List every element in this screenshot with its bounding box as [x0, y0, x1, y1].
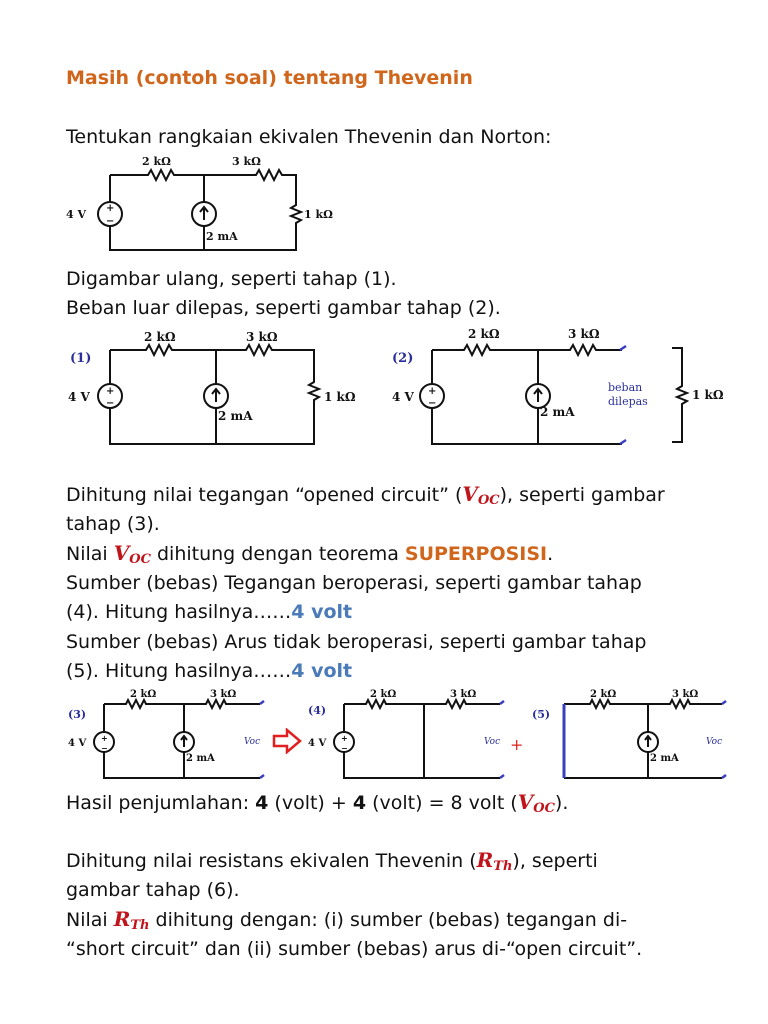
rth-line-1: Dihitung nilai resistans ekivalen Thevenin $(R_{Th})$, seperti: [66, 848, 598, 874]
v-minus: −: [106, 216, 115, 227]
label-r1: 2 kΩ: [370, 689, 397, 700]
step-5-label: (5): [532, 708, 551, 721]
rth-symbol: $R_{Th}$: [476, 848, 513, 874]
result-4-volt: 4 volt: [291, 660, 353, 682]
src-current-line-2: (5). Hitung hasilnya……4 volt: [66, 660, 353, 682]
label-isrc: 2 mA: [540, 405, 575, 419]
label-r1: 2 kΩ: [130, 689, 157, 700]
intro-text: Tentukan rangkaian ekivalen Thevenin dan Norton:: [66, 126, 552, 148]
label-r1: 2 kΩ: [590, 689, 617, 700]
label-rload: 1 kΩ: [324, 390, 356, 404]
label-r2: 3 kΩ: [450, 689, 477, 700]
v-plus: +: [101, 733, 108, 743]
src-voltage-line-2: (4). Hitung hasilnya……4 volt: [66, 601, 353, 623]
redraw-text: Digambar ulang, seperti tahap (1).: [66, 268, 397, 290]
label-vsrc: 4 V: [308, 738, 327, 749]
voc-label: Voc: [706, 737, 723, 747]
label-r2: 3 kΩ: [232, 155, 261, 168]
label-vsrc: 4 V: [68, 738, 87, 749]
result-4-volt: 4 volt: [291, 601, 353, 623]
v-minus: −: [106, 398, 115, 409]
label-isrc: 2 mA: [650, 753, 679, 764]
label-rload: 1 kΩ: [692, 388, 724, 402]
src-current-line-1: Sumber (bebas) Arus tidak beroperasi, seperti gambar tahap: [66, 631, 647, 653]
label-vsrc: 4 V: [68, 390, 90, 404]
v-plus: +: [341, 733, 348, 743]
rth-line-2: gambar tahap (6).: [66, 879, 240, 901]
voc-line-3: Nilai $V_{OC}$ dihitung dengan teorema SUPERPOSISI.: [66, 541, 554, 567]
label-rload: 1 kΩ: [304, 208, 333, 221]
label-isrc: 2 mA: [186, 753, 215, 764]
voc-line-1a: Dihitung nilai tegangan “opened circuit” (: [66, 484, 463, 506]
arrow-icon: [272, 728, 302, 754]
voc-symbol: $V_{OC}$: [517, 790, 555, 816]
sum-line: Hasil penjumlahan: 4 (volt) + 4 (volt) = 8 volt $(V_{OC})$.: [66, 790, 569, 816]
v-minus: −: [341, 743, 348, 753]
voc-line-2: tahap (3).: [66, 513, 160, 535]
voc-line-1b: ), seperti gambar: [499, 484, 665, 506]
circuit-step-4: [304, 686, 524, 782]
voc-symbol: $V_{OC}$: [462, 482, 500, 508]
rth-symbol: $R_{Th}$: [113, 907, 150, 933]
label-vsrc: 4 V: [392, 390, 414, 404]
label-r2: 3 kΩ: [210, 689, 237, 700]
circuit-step-2: [388, 324, 728, 450]
label-r1: 2 kΩ: [468, 327, 500, 341]
voc-label: Voc: [484, 737, 501, 747]
dilepas-label: dilepas: [608, 395, 648, 408]
label-r1: 2 kΩ: [144, 330, 176, 344]
superposisi-text: SUPERPOSISI: [404, 543, 548, 565]
step-4-label: (4): [308, 704, 327, 717]
v-plus: +: [106, 203, 115, 214]
circuit-original: [60, 150, 340, 262]
v-plus: +: [106, 386, 115, 397]
src-voltage-line-1: Sumber (bebas) Tegangan beroperasi, seperti gambar tahap: [66, 572, 642, 594]
beban-label: beban: [608, 381, 643, 394]
label-r2: 3 kΩ: [246, 330, 278, 344]
label-isrc: 2 mA: [206, 230, 238, 243]
label-r2: 3 kΩ: [672, 689, 699, 700]
remove-load-text: Beban luar dilepas, seperti gambar tahap (2).: [66, 297, 501, 319]
label-r1: 2 kΩ: [142, 155, 171, 168]
circuit-step-3: [64, 686, 274, 782]
v-plus: +: [428, 386, 437, 397]
rth-line-3: Nilai $R_{Th}$ dihitung dengan: (i) sumber (bebas) tegangan di-: [66, 907, 628, 933]
voc-symbol: $V_{OC}$: [113, 541, 151, 567]
v-minus: −: [428, 398, 437, 409]
rth-line-4: “short circuit” dan (ii) sumber (bebas) arus di-“open circuit”.: [66, 938, 643, 960]
step-2-label: (2): [392, 351, 414, 366]
page-title: Masih (contoh soal) tentang Thevenin: [66, 67, 473, 89]
plus-sign: +: [510, 735, 524, 754]
v-minus: −: [101, 743, 108, 753]
label-isrc: 2 mA: [218, 409, 253, 423]
step-3-label: (3): [68, 708, 87, 721]
label-vsrc: 4 V: [66, 208, 87, 221]
circuit-step-1: [64, 324, 364, 450]
circuit-step-5: [528, 686, 736, 782]
step-1-label: (1): [70, 351, 92, 366]
voc-label: Voc: [244, 737, 261, 747]
label-r2: 3 kΩ: [568, 327, 600, 341]
